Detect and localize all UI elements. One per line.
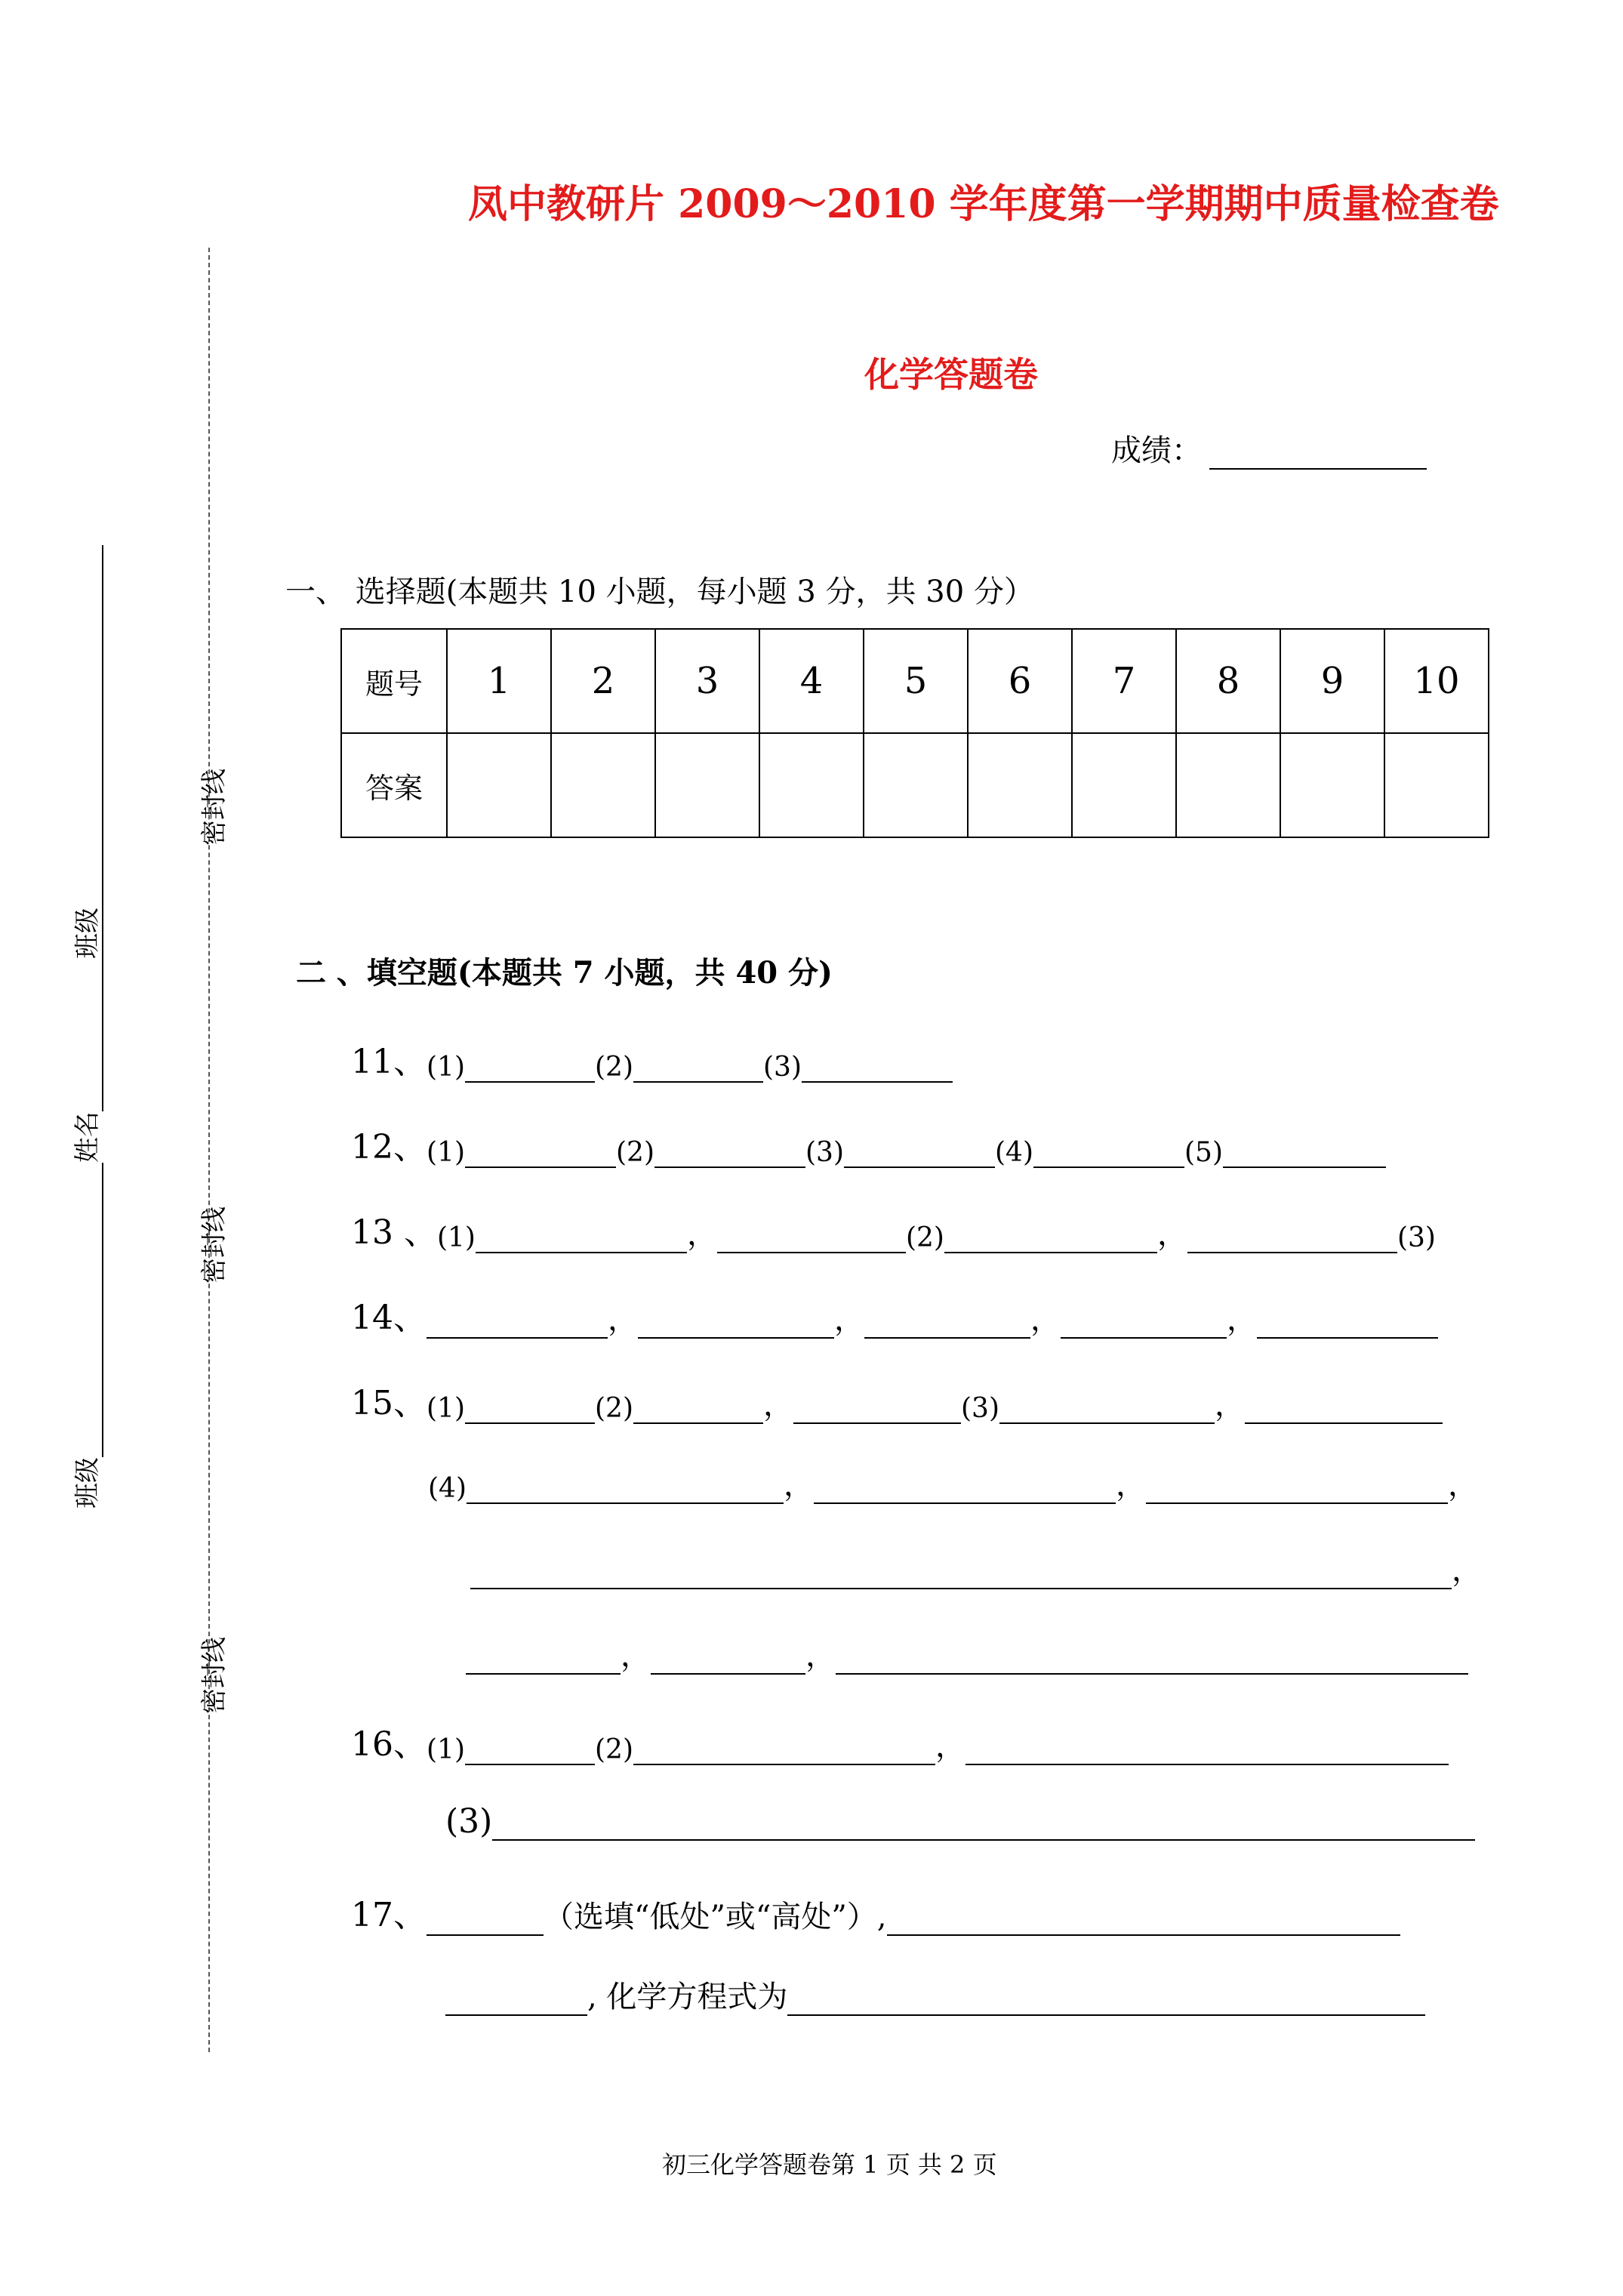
row-label-number: 题号 xyxy=(341,629,447,733)
question-number: 7 xyxy=(1072,629,1176,733)
answer-blank[interactable] xyxy=(476,1222,687,1253)
answer-blank[interactable] xyxy=(787,1984,1425,2016)
answer-blank[interactable] xyxy=(465,1051,595,1083)
part-label: (2) xyxy=(905,1222,944,1253)
answer-row xyxy=(341,733,1489,837)
answer-table xyxy=(340,628,1489,838)
comma: ， xyxy=(935,1729,965,1764)
question-16-part3 xyxy=(445,1802,1475,1841)
answer-blank[interactable] xyxy=(633,1051,763,1083)
question-17 xyxy=(351,1888,1400,1936)
answer-blank[interactable] xyxy=(1187,1222,1397,1253)
seal-line-label: 密封线 xyxy=(199,769,229,846)
answer-blank[interactable] xyxy=(999,1392,1215,1424)
question-number: 10 xyxy=(1384,629,1489,733)
name-field xyxy=(66,892,103,1268)
part-label: (4) xyxy=(995,1137,1033,1168)
row-label-answer: 答案 xyxy=(341,733,447,837)
answer-blank[interactable] xyxy=(802,1051,953,1083)
answer-blank[interactable] xyxy=(1257,1307,1438,1339)
answer-blank[interactable] xyxy=(465,1734,595,1765)
name-label: 姓名 xyxy=(72,1111,103,1163)
question-number-11: 11、 xyxy=(351,1043,427,1081)
question-16 xyxy=(351,1717,1449,1765)
q17-hint: （选填“低处”或“高处”）, xyxy=(544,1900,887,1934)
comma: ， xyxy=(608,1302,638,1337)
question-number: 5 xyxy=(864,629,968,733)
answer-cell[interactable] xyxy=(1280,733,1384,837)
number-row xyxy=(341,629,1489,733)
seal-line-label: 密封线 xyxy=(199,1207,229,1284)
section1-heading: 一、 选择题(本题共 10 小题，每小题 3 分，共 30 分） xyxy=(285,575,1034,609)
question-12 xyxy=(351,1120,1386,1168)
score-blank[interactable] xyxy=(1209,442,1427,470)
answer-blank[interactable] xyxy=(1223,1136,1386,1168)
question-number: 1 xyxy=(447,629,551,733)
comma: ， xyxy=(1156,1217,1187,1252)
part-label: (2) xyxy=(616,1137,654,1168)
part-label: (2) xyxy=(595,1734,633,1765)
comma: ， xyxy=(763,1388,793,1422)
class-label: 班级 xyxy=(72,1457,103,1509)
part-label: (4) xyxy=(428,1473,467,1504)
question-14 xyxy=(351,1290,1438,1339)
answer-blank[interactable] xyxy=(1061,1307,1227,1339)
answer-blank[interactable] xyxy=(887,1904,1400,1936)
comma: ， xyxy=(1448,1468,1478,1502)
question-number-13: 13 、 xyxy=(351,1213,437,1252)
answer-blank[interactable] xyxy=(717,1222,906,1253)
section2-heading: 二 、填空题(本题共 7 小题，共 40 分) xyxy=(296,955,833,991)
answer-blank[interactable] xyxy=(1033,1136,1184,1168)
question-number: 6 xyxy=(968,629,1072,733)
question-15-line4 xyxy=(466,1632,1468,1675)
name-blank-left[interactable] xyxy=(78,1163,103,1268)
comma: ， xyxy=(834,1302,864,1337)
answer-blank[interactable] xyxy=(944,1222,1157,1253)
part-label: (1) xyxy=(436,1222,476,1253)
part-label: (3) xyxy=(1397,1222,1436,1253)
question-number-16: 16、 xyxy=(351,1725,427,1764)
comma: ， xyxy=(686,1217,717,1252)
answer-cell[interactable] xyxy=(1072,733,1176,837)
answer-cell[interactable] xyxy=(655,733,759,837)
seal-line-label: 密封线 xyxy=(199,1637,229,1714)
part-label: (2) xyxy=(595,1052,633,1083)
page-footer: 初三化学答题卷第 1 页 共 2 页 xyxy=(662,2150,997,2179)
question-number: 2 xyxy=(551,629,655,733)
class-blank[interactable] xyxy=(78,1253,103,1457)
question-15 xyxy=(351,1376,1443,1424)
answer-blank[interactable] xyxy=(1245,1392,1443,1424)
question-13 xyxy=(351,1205,1436,1253)
part-label: (1) xyxy=(427,1052,465,1083)
comma: ， xyxy=(1215,1388,1245,1422)
answer-blank[interactable] xyxy=(654,1136,805,1168)
comma: ， xyxy=(1116,1468,1146,1502)
question-number: 3 xyxy=(655,629,759,733)
answer-blank[interactable] xyxy=(651,1643,805,1675)
answer-blank[interactable] xyxy=(836,1643,1468,1675)
part-label: (3) xyxy=(961,1393,999,1424)
question-number: 9 xyxy=(1280,629,1384,733)
part-label: (3) xyxy=(805,1137,844,1168)
answer-blank[interactable] xyxy=(864,1307,1030,1339)
answer-blank[interactable] xyxy=(445,1984,587,2016)
part-label: (1) xyxy=(427,1393,465,1424)
class-field-2 xyxy=(66,1253,103,1509)
comma: ， xyxy=(621,1638,651,1673)
part-label: (2) xyxy=(595,1393,633,1424)
question-number-14: 14、 xyxy=(351,1299,427,1337)
question-15-part4 xyxy=(428,1461,1478,1504)
answer-blank[interactable] xyxy=(633,1392,763,1424)
part-label: (3) xyxy=(445,1802,493,1841)
question-15-line3 xyxy=(470,1546,1482,1589)
answer-blank[interactable] xyxy=(633,1734,935,1765)
question-number-15: 15、 xyxy=(351,1384,427,1422)
answer-blank[interactable] xyxy=(465,1392,595,1424)
comma: ， xyxy=(1227,1302,1257,1337)
part-label: (3) xyxy=(763,1052,802,1083)
answer-blank[interactable] xyxy=(470,1558,1452,1589)
answer-blank[interactable] xyxy=(1146,1472,1448,1504)
answer-cell[interactable] xyxy=(1384,733,1489,837)
answer-cell[interactable] xyxy=(968,733,1072,837)
answer-cell[interactable] xyxy=(551,733,655,837)
answer-blank[interactable] xyxy=(492,1809,1475,1841)
answer-cell[interactable] xyxy=(759,733,864,837)
class-label: 班级 xyxy=(72,908,103,959)
answer-blank[interactable] xyxy=(427,1904,544,1936)
question-number: 4 xyxy=(759,629,864,733)
answer-cell[interactable] xyxy=(864,733,968,837)
part-label: (1) xyxy=(427,1137,465,1168)
answer-blank[interactable] xyxy=(427,1307,608,1339)
question-number-12: 12、 xyxy=(351,1128,427,1166)
answer-blank[interactable] xyxy=(466,1643,621,1675)
comma: ， xyxy=(805,1638,836,1673)
exam-subtitle: 化学答题卷 xyxy=(864,354,1038,395)
answer-blank[interactable] xyxy=(844,1136,995,1168)
comma: ， xyxy=(1452,1553,1482,1588)
question-number-17: 17、 xyxy=(351,1896,427,1934)
comma: ， xyxy=(1030,1302,1061,1337)
answer-cell[interactable] xyxy=(1176,733,1280,837)
question-number: 8 xyxy=(1176,629,1280,733)
answer-blank[interactable] xyxy=(465,1136,616,1168)
score-field xyxy=(1111,427,1427,470)
exam-title: 凤中教研片 2009～2010 学年度第一学期期中质量检查卷 xyxy=(468,181,1499,227)
score-label: 成绩： xyxy=(1111,433,1202,468)
question-17-line2 xyxy=(445,1973,1425,2016)
answer-blank[interactable] xyxy=(638,1307,834,1339)
answer-blank[interactable] xyxy=(467,1472,784,1504)
equation-label: , 化学方程式为 xyxy=(587,1980,788,2014)
part-label: (5) xyxy=(1184,1137,1223,1168)
class-blank[interactable] xyxy=(78,545,103,908)
answer-blank[interactable] xyxy=(814,1472,1116,1504)
question-11 xyxy=(351,1034,953,1083)
answer-cell[interactable] xyxy=(447,733,551,837)
answer-blank[interactable] xyxy=(965,1734,1449,1765)
name-blank[interactable] xyxy=(78,892,103,1111)
seal-dashed-line xyxy=(208,248,210,2052)
comma: ， xyxy=(784,1468,814,1502)
part-label: (1) xyxy=(427,1734,465,1765)
answer-blank[interactable] xyxy=(793,1392,961,1424)
